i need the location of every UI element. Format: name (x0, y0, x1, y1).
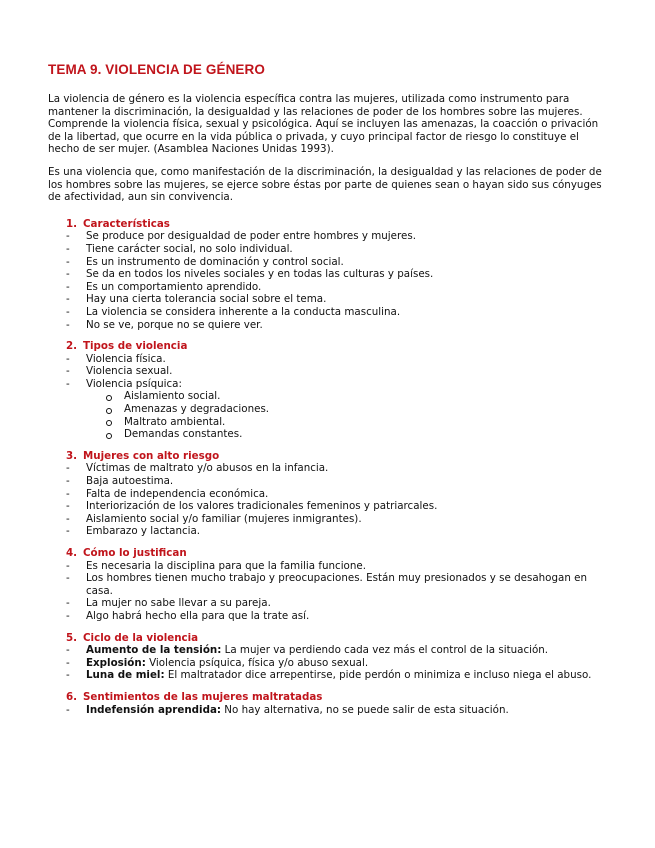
list-item (48, 669, 611, 682)
list-item: - Baja autoestima. (48, 475, 611, 488)
section-mujeres-alto-riesgo (66, 450, 611, 538)
intro-paragraph-2: Es una violencia que, como manifestación de la discriminación, la desigualdad y las relaciones de poder de los hombres sobre las mujeres, se ejerce sobre éstas por parte de quienes sean o hayan sido sus cónyuges de afectividad, aun sin convivencia. (48, 165, 602, 204)
list-item: - Algo habrá hecho ella para que la trate así. (48, 610, 611, 623)
section-number: 5. (66, 631, 78, 644)
section-sentimientos (66, 691, 611, 716)
section-title: Ciclo de la violencia (83, 631, 199, 644)
section-caracteristicas (66, 218, 611, 331)
list-item: - Interiorización de los valores tradicionales femeninos y patriarcales. (48, 500, 611, 513)
term-label: Luna de miel: (86, 669, 165, 682)
section-number: 3. (66, 449, 78, 462)
term-label: Aumento de la tensión: (86, 644, 222, 657)
term-text: Violencia psíquica, física y/o abuso sexual. (145, 656, 369, 669)
list-item: - Es un instrumento de dominación y control social. (48, 256, 611, 269)
bullet-list (66, 230, 611, 331)
section-heading (66, 632, 611, 645)
list-item: - La mujer no sabe llevar a su pareja. (48, 597, 611, 610)
list-item (48, 644, 611, 657)
section-heading (66, 547, 611, 560)
section-heading (66, 340, 611, 353)
list-item: - Violencia sexual. (48, 365, 611, 378)
list-item: - Tiene carácter social, no solo individual. (48, 243, 611, 256)
list-item: - Embarazo y lactancia. (48, 525, 611, 538)
term-text: No hay alternativa, no se puede salir de esta situación. (221, 703, 509, 716)
sub-list-item: Amenazas y degradaciones. (86, 403, 611, 416)
section-title: Sentimientos de las mujeres maltratadas (83, 690, 323, 703)
list-item: - Se da en todos los niveles sociales y en todas las culturas y países. (48, 268, 611, 281)
section-heading (66, 691, 611, 704)
term-text: La mujer va perdiendo cada vez más el control de la situación. (221, 644, 549, 657)
intro-paragraph-1: La violencia de género es la violencia específica contra las mujeres, utilizada como instrumento para mantener la discriminación, la desigualdad y las relaciones de poder de los hombres sobre las mujeres. Comprende la violencia física, sexual y psicológica. Aquí se incluyen las amenazas, la coacción o privación de la libertad, que ocurre en la vida pública o privada, y cuyo principal factor de riesgo lo constituye el hecho de ser mujer. (Asamblea Naciones Unidas 1993). (48, 93, 599, 156)
bullet-list (66, 462, 611, 538)
section-ciclo-de-la-violencia (66, 632, 611, 682)
list-item: - La violencia se considera inherente a la conducta masculina. (48, 306, 611, 319)
list-item (48, 657, 611, 670)
bullet-list (66, 644, 611, 682)
list-item: - Es un comportamiento aprendido. (48, 281, 611, 294)
list-item: - No se ve, porque no se quiere ver. (48, 319, 611, 332)
section-title: Tipos de violencia (83, 340, 188, 353)
bullet-list (66, 704, 611, 717)
bullet-list (66, 560, 611, 623)
list-item: - Hay una cierta tolerancia social sobre el tema. (48, 293, 611, 306)
section-number: 6. (66, 690, 78, 703)
list-item: - Se produce por desigualdad de poder entre hombres y mujeres. (48, 230, 611, 243)
list-item-text: Violencia psíquica: (86, 377, 182, 390)
list-item (48, 704, 611, 717)
list-item: - Violencia física. (48, 353, 611, 366)
page-title: TEMA 9. VIOLENCIA DE GÉNERO (48, 62, 265, 77)
sub-list-item: Demandas constantes. (86, 428, 611, 441)
section-title: Características (83, 217, 170, 230)
sub-list-item: Maltrato ambiental. (86, 416, 611, 429)
term-label: Indefensión aprendida: (86, 703, 222, 716)
sub-bullet-list (86, 390, 611, 440)
term-label: Explosión: (86, 656, 146, 669)
list-item: - Víctimas de maltrato y/o abusos en la infancia. (48, 462, 611, 475)
section-number: 1. (66, 217, 78, 230)
term-text: El maltratador dice arrepentirse, pide perdón o minimiza e incluso niega el abuso. (164, 669, 592, 682)
sub-list-item: Aislamiento social. (86, 390, 611, 403)
section-heading (66, 450, 611, 463)
bullet-list (66, 353, 611, 441)
list-item: - Aislamiento social y/o familiar (mujeres inmigrantes). (48, 513, 611, 526)
section-tipos-de-violencia (66, 340, 611, 441)
list-item (48, 378, 611, 441)
list-item: - Falta de independencia económica. (48, 488, 611, 501)
list-item: - Es necesaria la disciplina para que la familia funcione. (48, 560, 611, 573)
section-heading (66, 218, 611, 231)
section-number: 4. (66, 547, 78, 559)
list-item: - Los hombres tienen mucho trabajo y preocupaciones. Están muy presionados y se desahogan en casa. (48, 572, 611, 597)
section-title: Mujeres con alto riesgo (83, 449, 220, 462)
section-number: 2. (66, 340, 78, 353)
section-title: Cómo lo justifican (83, 547, 187, 559)
section-como-lo-justifican (66, 547, 611, 623)
